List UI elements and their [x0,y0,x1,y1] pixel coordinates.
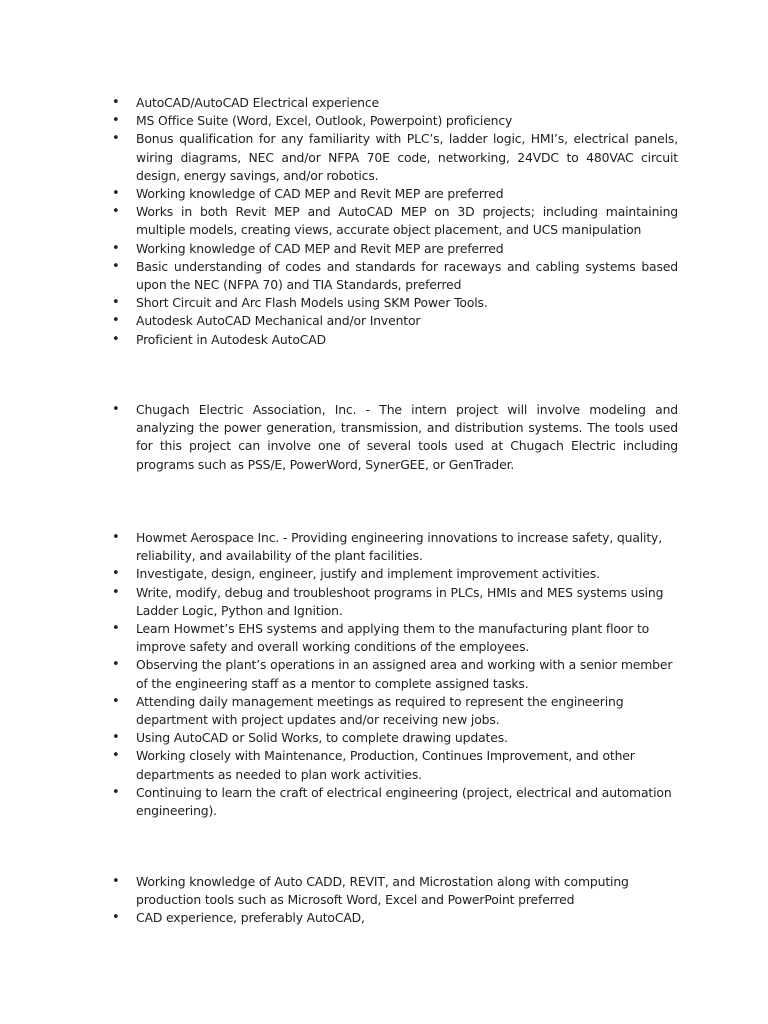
list-item: • MS Office Suite (Word, Excel, Outlook, Powerpoint) proficiency [108,112,678,130]
list-item: • Attending daily management meetings as required to represent the engineering department with project updates and/or receiving new jobs. [108,693,678,729]
list-item: • Learn Howmet’s EHS systems and applying them to the manufacturing plant floor to improve safety and overall working conditions of the employees. [108,620,678,656]
list-item: • Howmet Aerospace Inc. - Providing engineering innovations to increase safety, quality, reliability, and availability of the plant facilities. [108,529,678,565]
list-item: • Observing the plant’s operations in an assigned area and working with a senior member of the engineering staff as a mentor to complete assigned tasks. [108,656,678,692]
qualifications-list [108,94,678,349]
list-item: • Short Circuit and Arc Flash Models using SKM Power Tools. [108,294,678,312]
list-item: • Chugach Electric Association, Inc. - The intern project will involve modeling and analyzing the power generation, transmission, and distribution systems. The tools used for this project can involve one of several tools used at Chugach Electric including programs such as PSS/E, PowerWord, SynerGEE, or GenTrader. [108,401,678,474]
list-item: • Working knowledge of Auto CADD, REVIT, and Microstation along with computing production tools such as Microsoft Word, Excel and PowerPoint preferred [108,873,678,909]
list-item: • Autodesk AutoCAD Mechanical and/or Inventor [108,312,678,330]
list-item: • Working knowledge of CAD MEP and Revit MEP are preferred [108,240,678,258]
list-item: • Working knowledge of CAD MEP and Revit MEP are preferred [108,185,678,203]
chugach-project-list [108,401,678,474]
list-item: • Proficient in Autodesk AutoCAD [108,331,678,349]
list-item: • Using AutoCAD or Solid Works, to complete drawing updates. [108,729,678,747]
list-item: • Working closely with Maintenance, Production, Continues Improvement, and other departments as needed to plan work activities. [108,747,678,783]
list-item: • Bonus qualification for any familiarity with PLC’s, ladder logic, HMI’s, electrical panels, wiring diagrams, NEC and/or NFPA 70E code, networking, 24VDC to 480VAC circuit design, energy savings, and/or robotics. [108,130,678,185]
list-item: • Write, modify, debug and troubleshoot programs in PLCs, HMIs and MES systems using Ladder Logic, Python and Ignition. [108,584,678,620]
list-item: • CAD experience, preferably AutoCAD, [108,909,678,927]
list-item: • Continuing to learn the craft of electrical engineering (project, electrical and automation engineering). [108,784,678,820]
howmet-duties-list [108,529,678,820]
software-skills-list [108,873,678,928]
list-item: • AutoCAD/AutoCAD Electrical experience [108,94,678,112]
list-item: • Investigate, design, engineer, justify and implement improvement activities. [108,565,678,583]
list-item: • Works in both Revit MEP and AutoCAD MEP on 3D projects; including maintaining multiple models, creating views, accurate object placement, and UCS manipulation [108,203,678,239]
list-item: • Basic understanding of codes and standards for raceways and cabling systems based upon the NEC (NFPA 70) and TIA Standards, preferred [108,258,678,294]
